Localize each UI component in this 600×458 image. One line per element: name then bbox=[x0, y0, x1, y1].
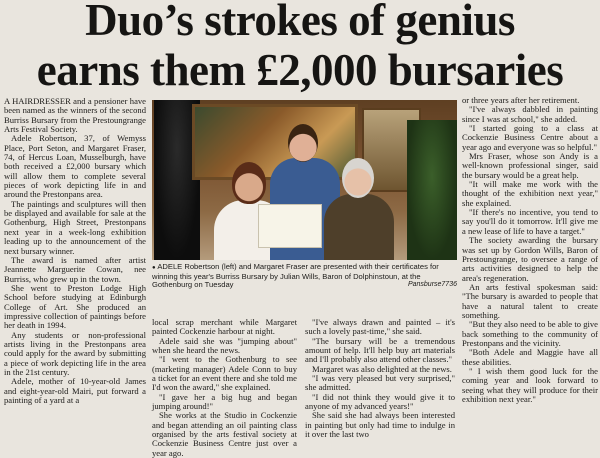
photo-credit: Pansburse7736 bbox=[407, 281, 457, 289]
person-head bbox=[288, 124, 318, 162]
article-column-4 bbox=[462, 96, 598, 404]
paragraph: She said she had always been interested in painting but only had time to indulge in it over the last two bbox=[305, 410, 455, 440]
paragraph: Adele Robertson, 37, of Wemyss Place, Port Seton, and Margaret Fraser, 74, of Hercus Loan, Musselburgh, have both received a £2,000 bursary which will allow them to complete several pieces of work depicting life in and around the Prestonpans area. bbox=[4, 133, 146, 200]
paragraph: "I've always drawn and painted – it's such a lovely past-time," she said. bbox=[305, 317, 455, 337]
certificate bbox=[258, 204, 322, 248]
paragraph: Mrs Fraser, whose son Andy is a well-known professional singer, said the bursary would be a great help. bbox=[462, 151, 598, 180]
paragraph: or three years after her retirement. bbox=[462, 95, 580, 105]
paragraph: Adele said she was "jumping about" when she heard the news. bbox=[152, 335, 297, 356]
article-column-2 bbox=[152, 318, 297, 458]
person-head bbox=[342, 158, 374, 198]
paragraph: "But they also need to be able to give back something to the community of Prestonpans and the vicinity. bbox=[462, 319, 598, 348]
paragraph: Margaret was also delighted at the news. bbox=[312, 363, 452, 374]
headline-line-2: earns them £2,000 bursaries bbox=[36, 45, 564, 95]
headline-line-1: Duo’s strokes of genius bbox=[85, 0, 515, 45]
paragraph: She went to Preston Lodge High School before studying at Edinburgh College of Art. She produced an impressive collection of paintings before her death in 1994. bbox=[4, 282, 146, 331]
paragraph: The society awarding the bursary was set up by Gordon Wills, Baron of Prestoungrange, to oversee a range of arts activities designed to help the area's regeneration. bbox=[462, 235, 598, 283]
paragraph: "The bursary will be a tremendous amount of help. It'll help buy art materials and I'll probably also attend other classes." bbox=[305, 335, 455, 365]
paragraph: " I wish them good luck for the coming year and look forward to seeing what they will produce for their exhibition next year." bbox=[462, 365, 598, 404]
photo-caption bbox=[152, 263, 457, 290]
article-column-1 bbox=[4, 97, 146, 405]
paragraph: The paintings and sculptures will then be displayed and available for sale at the Gothenburg, High Street, Prestonpans next year in a week-long exhibition leading up to the announcement of the next bursary winner. bbox=[4, 198, 146, 256]
paragraph: An arts festival spokesman said: "The bursary is awarded to people that have a natural talent to create something. bbox=[462, 281, 598, 320]
photo-block bbox=[152, 100, 457, 290]
paragraph: Any students or non-professional artists living in the Prestonpans area could apply for the award by submitting a piece of work depicting life in the area in the 21st century. bbox=[4, 329, 146, 377]
paragraph: "I gave her a big hug and began jumping around!" bbox=[152, 391, 297, 412]
paragraph: She works at the Studio in Cockenzie and began attending an oil painting class organised by the arts festival society at Cockenzie Business Centre just over a year ago. bbox=[152, 410, 297, 458]
paragraph: "Both Adele and Maggie have all these abilities. bbox=[462, 347, 598, 367]
paragraph: The award is named after artist Jeannette Marguerite Cowan, nee Burriss, who grew up in the town. bbox=[4, 254, 146, 284]
paragraph: "I did not think they would give it to anyone of my advanced years!" bbox=[305, 391, 455, 412]
paragraph: "I've always dabbled in painting since I was at school," she added. bbox=[462, 104, 598, 124]
paragraph: local scrap merchant while Margaret painted Cockenzie harbour at night. bbox=[152, 317, 297, 337]
caption-bullet-icon: ● bbox=[152, 265, 156, 271]
person-body bbox=[324, 194, 394, 260]
plant-shape bbox=[407, 120, 457, 260]
paragraph: "It will make me work with the thought of the exhibition next year," she explained. bbox=[462, 179, 598, 208]
news-photo bbox=[152, 100, 457, 260]
paragraph: "I was very pleased but very surprised," she admitted. bbox=[305, 373, 455, 393]
paragraph: "I went to the Gothenburg to see (marketing manager) Adele Conn to buy a ticket for an event there and she told me I'd won the award," she explained. bbox=[152, 354, 297, 393]
person-head bbox=[232, 162, 266, 204]
article-column-3 bbox=[305, 318, 455, 439]
paragraph: "If there's no incentive, you tend to say you'll do it tomorrow. It'll give me a new lease of life to have a target." bbox=[462, 207, 598, 236]
paragraph: "I started going to a class at Cockenzie Business Centre about a year ago and everyone was so helpful." bbox=[462, 123, 598, 152]
paragraph: A HAIRDRESSER and a pensioner have been named as the winners of the second Burriss Bursary from the Prestoungrange Arts Festival Society. bbox=[4, 96, 146, 135]
caption-text: ADELE Robertson (left) and Margaret Fraser are presented with their certificates for winning this year's Burriss Bursary by Julian Wills, Baron of Dolphinstoun, at the Gothenburg on Tuesday bbox=[152, 262, 439, 290]
paragraph: Adele, mother of 10-year-old James and eight-year-old Mairi, put forward a painting of a yard at a bbox=[4, 376, 146, 405]
